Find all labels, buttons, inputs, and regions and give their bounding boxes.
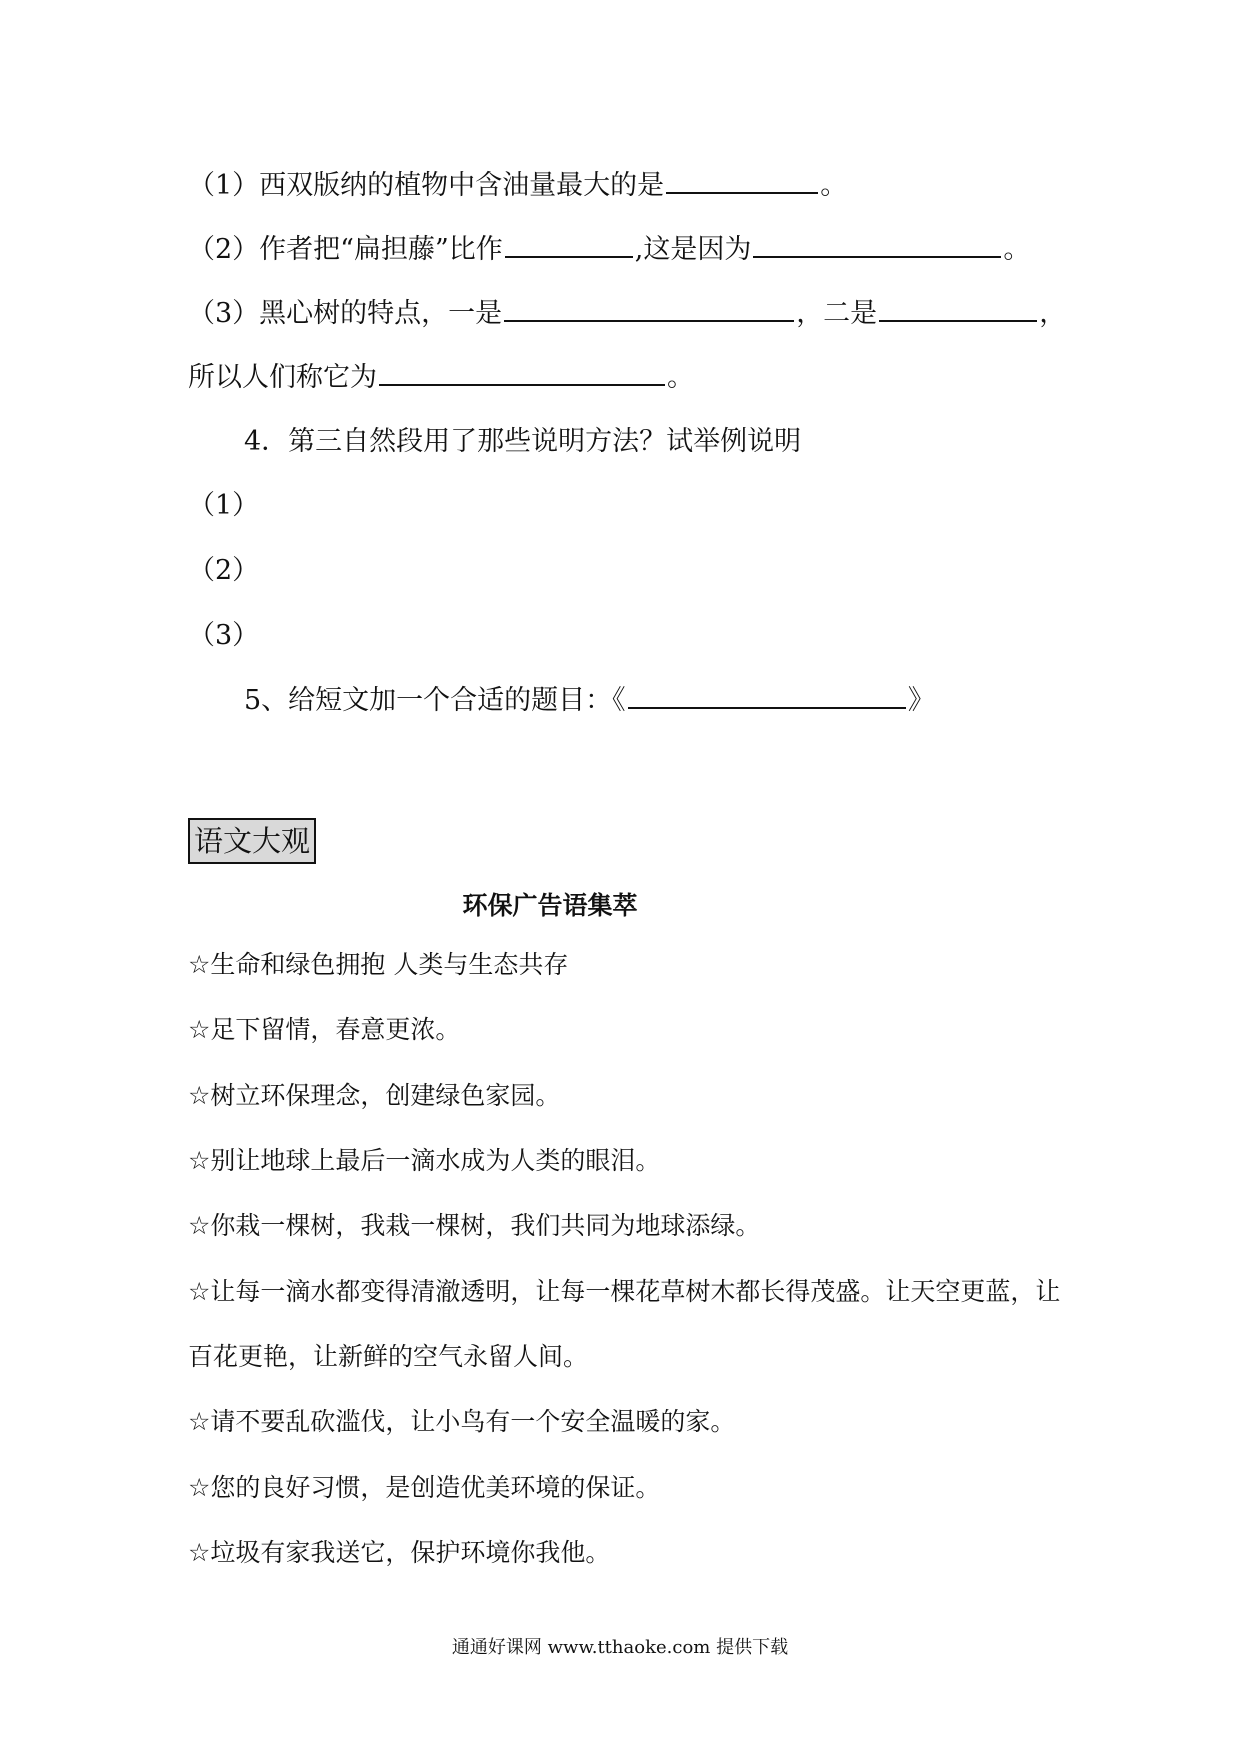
answer-blank[interactable]: [505, 230, 633, 258]
question-end: ，: [1039, 298, 1067, 329]
answer-blank[interactable]: [879, 294, 1037, 322]
slogan-item: ☆足下留情，春意更浓。: [188, 1015, 461, 1044]
slogan-item: ☆让每一滴水都变得清澈透明，让每一棵花草树木都长得茂盛。让天空更蓝，让: [188, 1277, 1061, 1306]
question-end: 。: [667, 362, 694, 393]
answer-blank[interactable]: [753, 230, 1001, 258]
slogan-item: ☆垃圾有家我送它，保护环境你我他。: [188, 1538, 611, 1567]
question-end: 》: [907, 685, 935, 716]
question-text: （2）作者把“扁担藤”比作: [188, 234, 503, 265]
slogan-item: ☆树立环保理念，创建绿色家园。: [188, 1081, 561, 1110]
question-4-item: （1）: [188, 490, 260, 521]
slogan-item: 百花更艳，让新鲜的空气永留人间。: [188, 1342, 589, 1371]
page-footer: 通通好课网 www.tthaoke.com 提供下载: [451, 1637, 789, 1658]
question-2: [188, 230, 1030, 270]
section-title: 环保广告语集萃: [462, 891, 638, 920]
question-5: [244, 681, 935, 721]
slogan-item: ☆您的良好习惯，是创造优美环境的保证。: [188, 1473, 661, 1502]
answer-blank[interactable]: [504, 294, 794, 322]
question-3-continued: [188, 358, 694, 398]
question-text: 5、给短文加一个合适的题目：《: [244, 685, 626, 716]
question-4-item: （2）: [188, 555, 260, 586]
answer-blank[interactable]: [666, 166, 818, 194]
answer-blank[interactable]: [628, 681, 906, 709]
question-end: 。: [1003, 234, 1031, 265]
slogan-item: ☆别让地球上最后一滴水成为人类的眼泪。: [188, 1146, 661, 1175]
question-text: 4．第三自然段用了那些说明方法？试举例说明: [244, 426, 802, 457]
question-end: 。: [820, 170, 848, 201]
question-text: （1）西双版纳的植物中含油量最大的是: [188, 170, 665, 201]
question-4-item: （3）: [188, 620, 260, 651]
section-label: 语文大观: [188, 818, 316, 864]
question-1: [188, 166, 847, 206]
question-3: [188, 294, 1066, 334]
slogan-item: ☆请不要乱砍滥伐，让小鸟有一个安全温暖的家。: [188, 1407, 736, 1436]
question-text: （3）黑心树的特点，一是: [188, 298, 503, 329]
slogan-item: ☆你栽一棵树，我栽一棵树，我们共同为地球添绿。: [188, 1211, 761, 1240]
slogan-item: ☆生命和绿色拥抱 人类与生态共存: [188, 950, 569, 979]
question-mid: ，二是: [796, 298, 878, 329]
question-mid: ,这是因为: [634, 234, 752, 265]
answer-blank[interactable]: [379, 358, 665, 386]
question-text: 所以人们称它为: [188, 362, 377, 393]
question-4: [244, 422, 801, 462]
